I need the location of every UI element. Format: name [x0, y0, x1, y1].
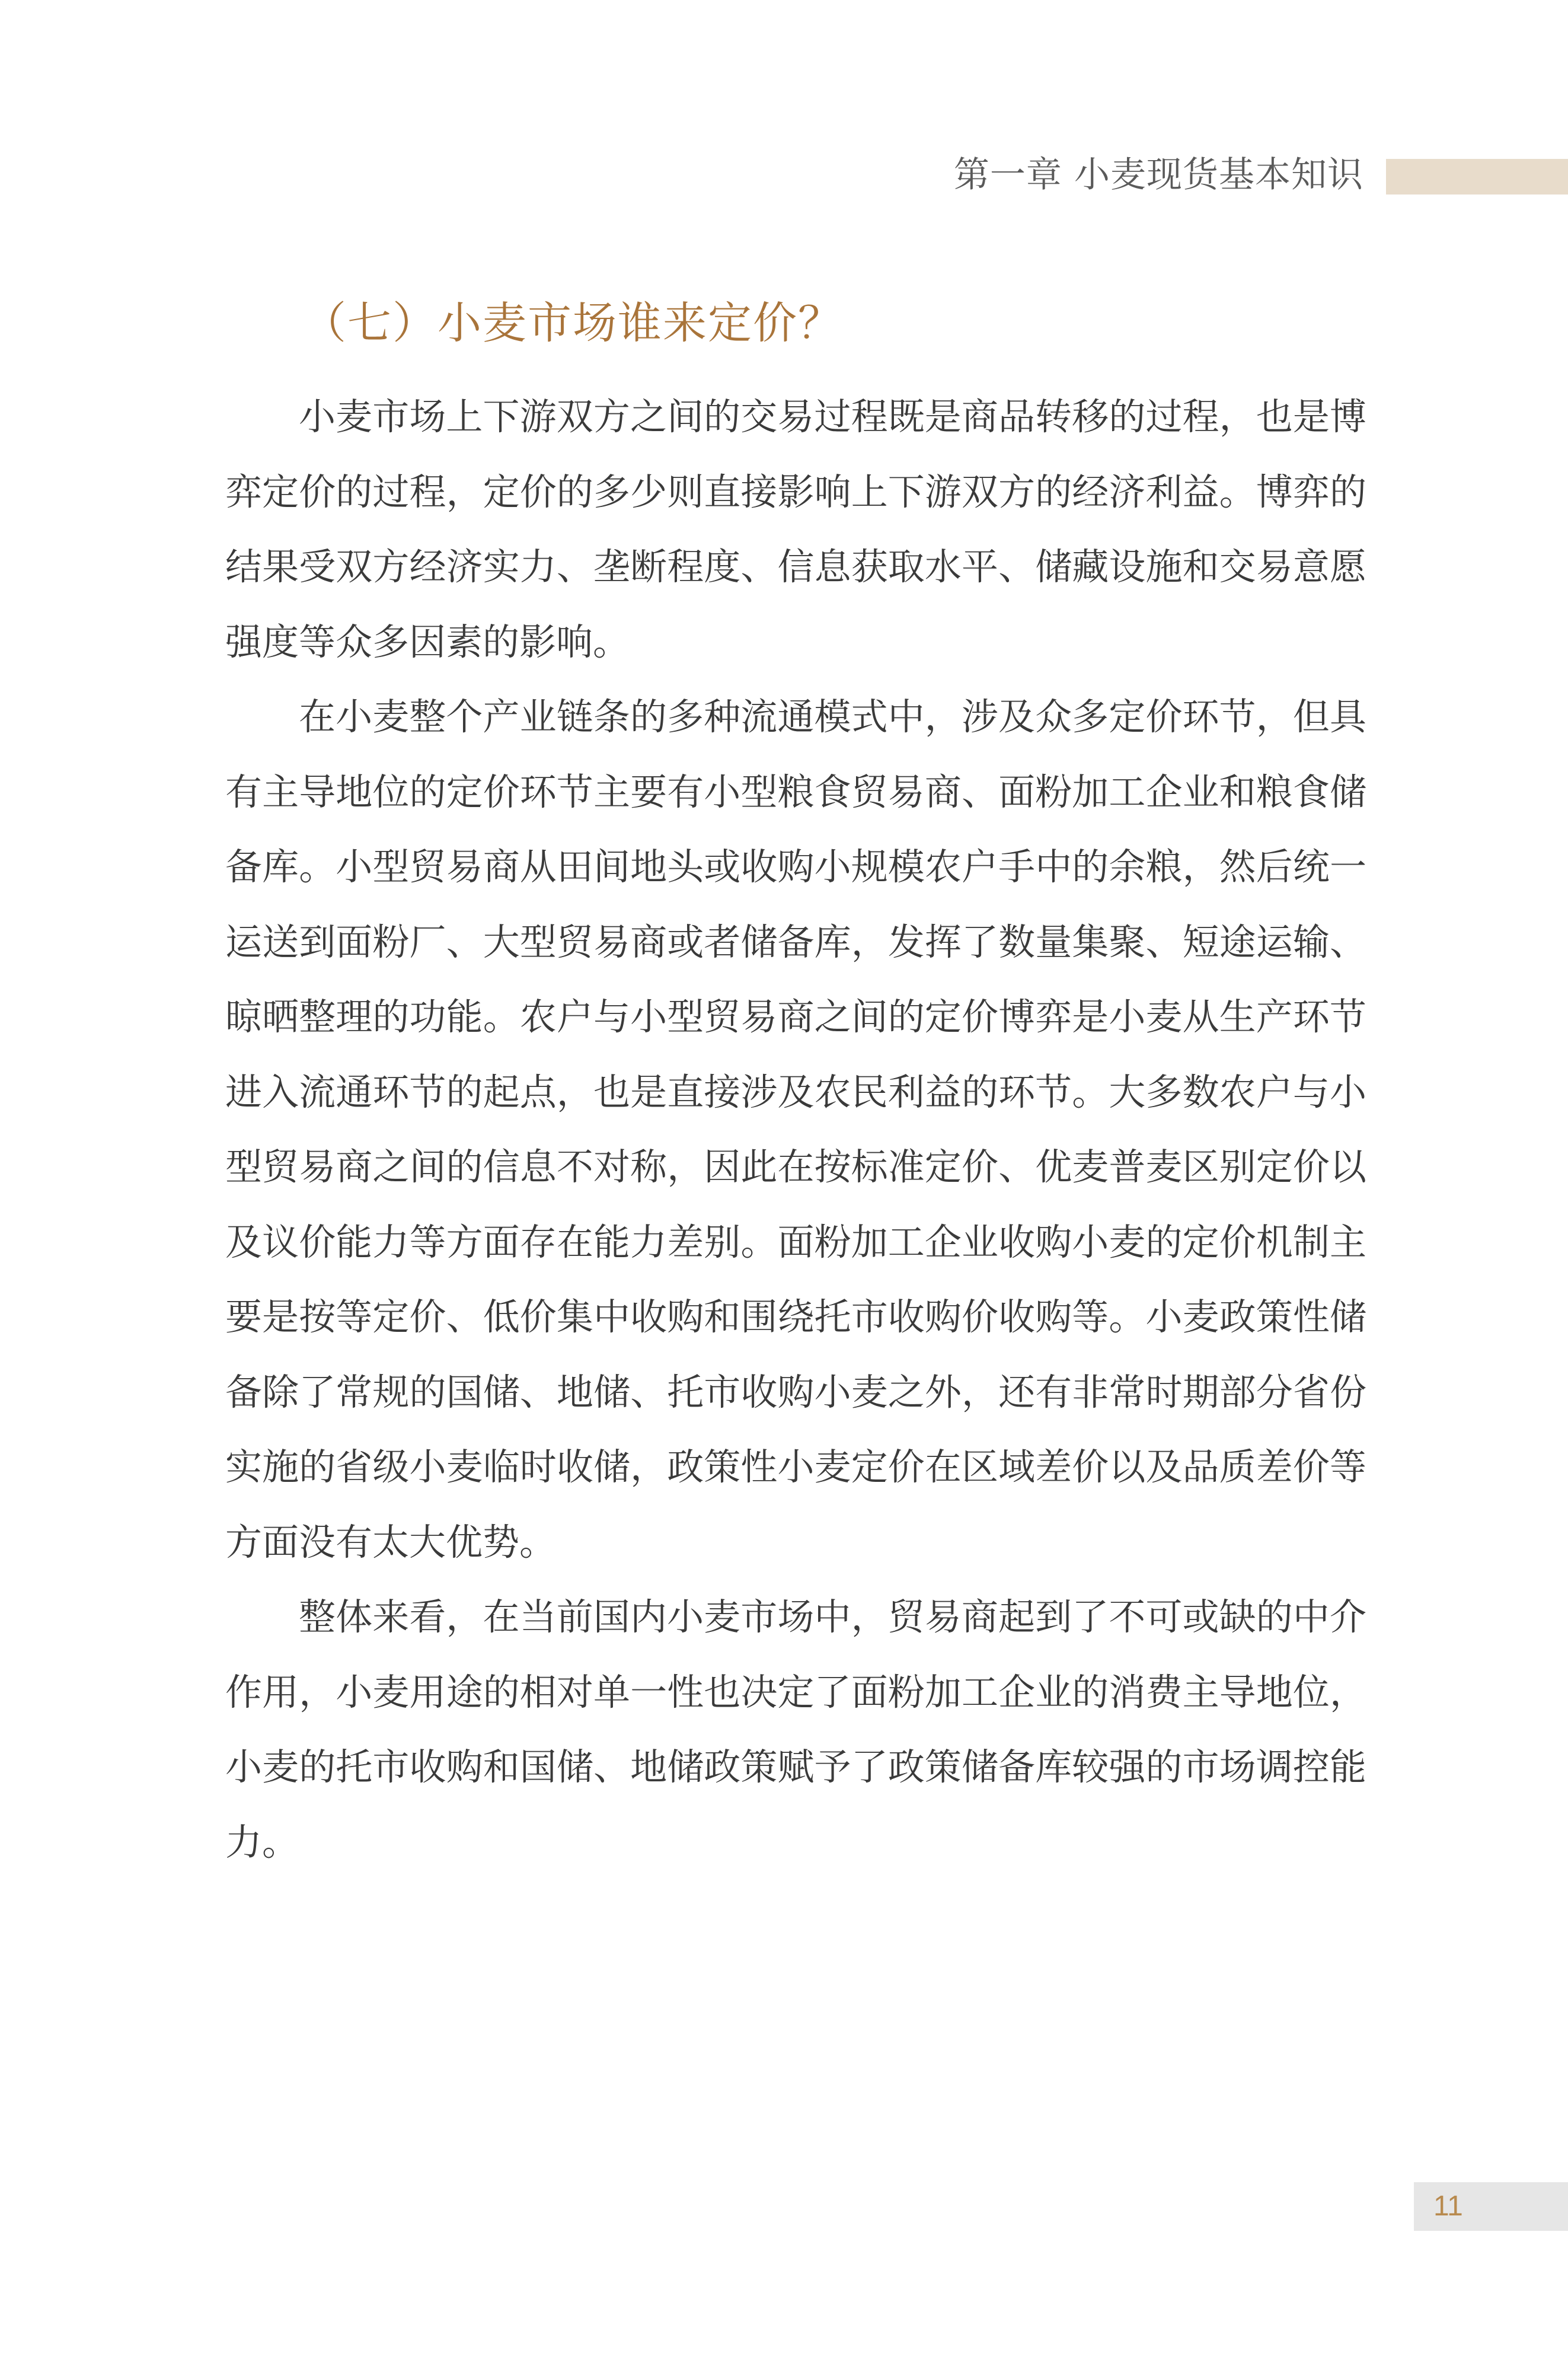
section-heading: （七）小麦市场谁来定价？ — [302, 298, 843, 349]
page-number: 11 — [1433, 2191, 1463, 2222]
paragraph-1: 小麦市场上下游双方之间的交易过程既是商品转移的过程，也是博弈定价的过程，定价的多少则直接影响上下游双方的经济利益。博弈的结果受双方经济实力、垄断程度、信息获取水平、储藏设施和交易意愿强度等众多因素的影响。 — [225, 395, 1366, 664]
body-text — [225, 380, 1366, 1880]
running-header-chapter-title: 第一章 小麦现货基本知识 — [953, 154, 1363, 196]
paragraph-3: 整体来看，在当前国内小麦市场中，贸易商起到了不可或缺的中介作用，小麦用途的相对单一性也决定了面粉加工企业的消费主导地位，小麦的托市收购和国储、地储政策赋予了政策储备库较强的市场调控能力。 — [225, 1595, 1366, 1864]
header-decorative-tab — [1386, 159, 1568, 195]
paragraph-2: 在小麦整个产业链条的多种流通模式中，涉及众多定价环节，但具有主导地位的定价环节主要有小型粮食贸易商、面粉加工企业和粮食储备库。小型贸易商从田间地头或收购小规模农户手中的余粮，然后统一运送到面粉厂、大型贸易商或者储备库，发挥了数量集聚、短途运输、晾晒整理的功能。农户与小型贸易商之间的定价博弈是小麦从生产环节进入流通环节的起点，也是直接涉及农民利益的环节。大多数农户与小型贸易商之间的信息不对称，因此在按标准定价、优麦普麦区别定价以及议价能力等方面存在能力差别。面粉加工企业收购小麦的定价机制主要是按等定价、低价集中收购和围绕托市收购价收购等。小麦政策性储备除了常规的国储、地储、托市收购小麦之外，还有非常时期部分省份实施的省级小麦临时收储，政策性小麦定价在区域差价以及品质差价等方面没有太大优势。 — [225, 695, 1366, 1564]
